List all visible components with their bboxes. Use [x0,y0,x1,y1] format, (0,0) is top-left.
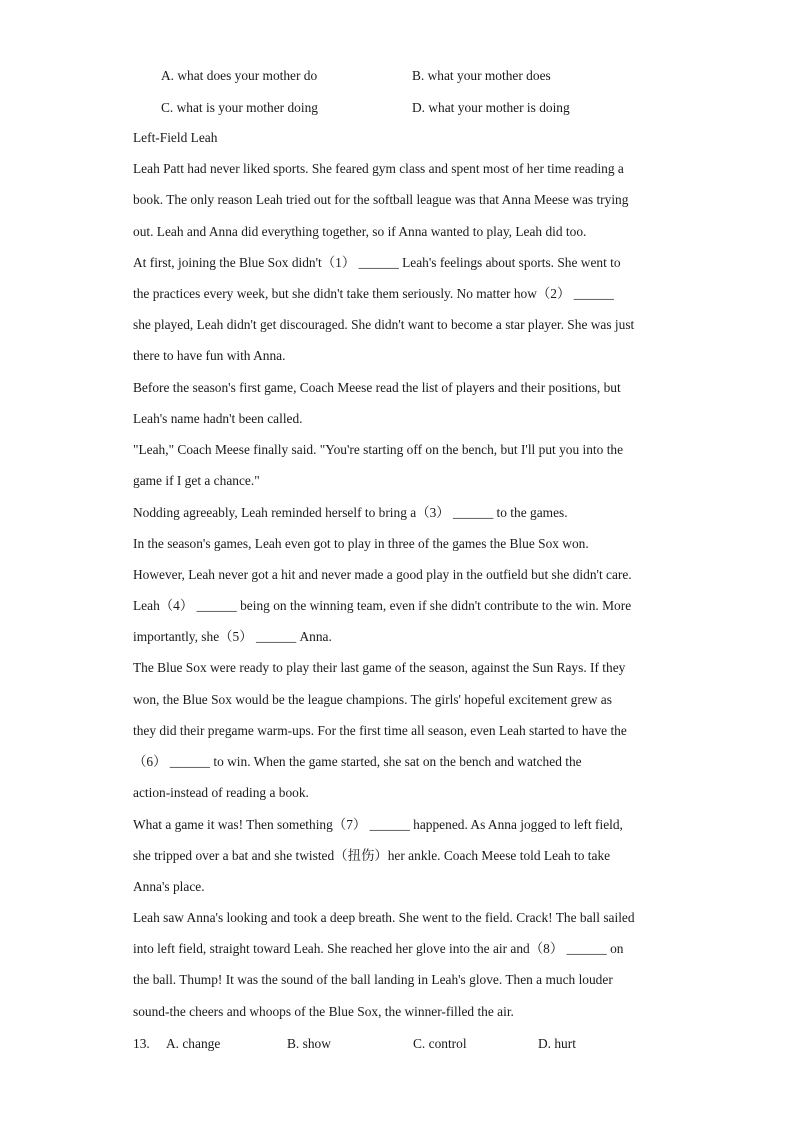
passage-line: Leah（4） ______ being on the winning team, even if she didn't contribute to the win. More [133,598,632,613]
passage-title: Left-Field Leah [133,130,218,145]
passage-line: action-instead of reading a book. [133,785,309,800]
passage-line: the ball. Thump! It was the sound of the ball landing in Leah's glove. Then a much louder [133,972,613,987]
question-13-option-b: B. show [287,1036,331,1051]
passage-line: What a game it was! Then something（7） ______ happened. As Anna jogged to left field, [133,817,623,832]
option-b-prev: B. what your mother does [412,68,551,83]
passage-line: Leah saw Anna's looking and took a deep breath. She went to the field. Crack! The ball sailed [133,910,635,925]
passage-line: （6） ______ to win. When the game started, she sat on the bench and watched the [133,754,582,769]
passage-line: "Leah," Coach Meese finally said. "You're starting off on the bench, but I'll put you into the [133,442,624,457]
question-13-option-a: A. change [166,1036,221,1051]
question-13-option-c: C. control [413,1036,467,1051]
passage-line: there to have fun with Anna. [133,348,286,363]
passage-line: Nodding agreeably, Leah reminded herself to bring a（3） ______ to the games. [133,505,568,520]
passage-line: won, the Blue Sox would be the league champions. The girls' hopeful excitement grew as [133,692,612,707]
passage-line: In the season's games, Leah even got to play in three of the games the Blue Sox won. [133,536,589,551]
passage-line: into left field, straight toward Leah. She reached her glove into the air and（8） ______ on [133,941,624,956]
option-c-prev: C. what is your mother doing [161,100,318,115]
question-13-number: 13. [133,1036,150,1051]
passage-line: importantly, she（5） ______ Anna. [133,629,332,644]
passage-line: Leah Patt had never liked sports. She feared gym class and spent most of her time reading a [133,161,624,176]
passage-line: game if I get a chance." [133,473,260,488]
passage-line: they did their pregame warm-ups. For the first time all season, even Leah started to have the [133,723,627,738]
passage-line: The Blue Sox were ready to play their last game of the season, against the Sun Rays. If they [133,660,626,675]
passage-line: At first, joining the Blue Sox didn't（1） ______ Leah's feelings about sports. She went to [133,255,621,270]
passage-line: book. The only reason Leah tried out for the softball league was that Anna Meese was trying [133,192,629,207]
option-a-prev: A. what does your mother do [161,68,318,83]
option-d-prev: D. what your mother is doing [412,100,570,115]
passage-line: the practices every week, but she didn't take them seriously. No matter how（2） ______ [133,286,614,301]
passage-line: Anna's place. [133,879,205,894]
passage-line: Leah's name hadn't been called. [133,411,303,426]
passage-line: out. Leah and Anna did everything together, so if Anna wanted to play, Leah did too. [133,224,587,239]
passage-line: she played, Leah didn't get discouraged. She didn't want to become a star player. She was just [133,317,635,332]
passage-line: Before the season's first game, Coach Meese read the list of players and their positions, but [133,380,621,395]
passage-line: she tripped over a bat and she twisted（扭伤）her ankle. Coach Meese told Leah to take [133,848,611,863]
passage-line: However, Leah never got a hit and never made a good play in the outfield but she didn't care. [133,567,632,582]
question-13-option-d: D. hurt [538,1036,576,1051]
passage-line: sound-the cheers and whoops of the Blue Sox, the winner-filled the air. [133,1004,514,1019]
